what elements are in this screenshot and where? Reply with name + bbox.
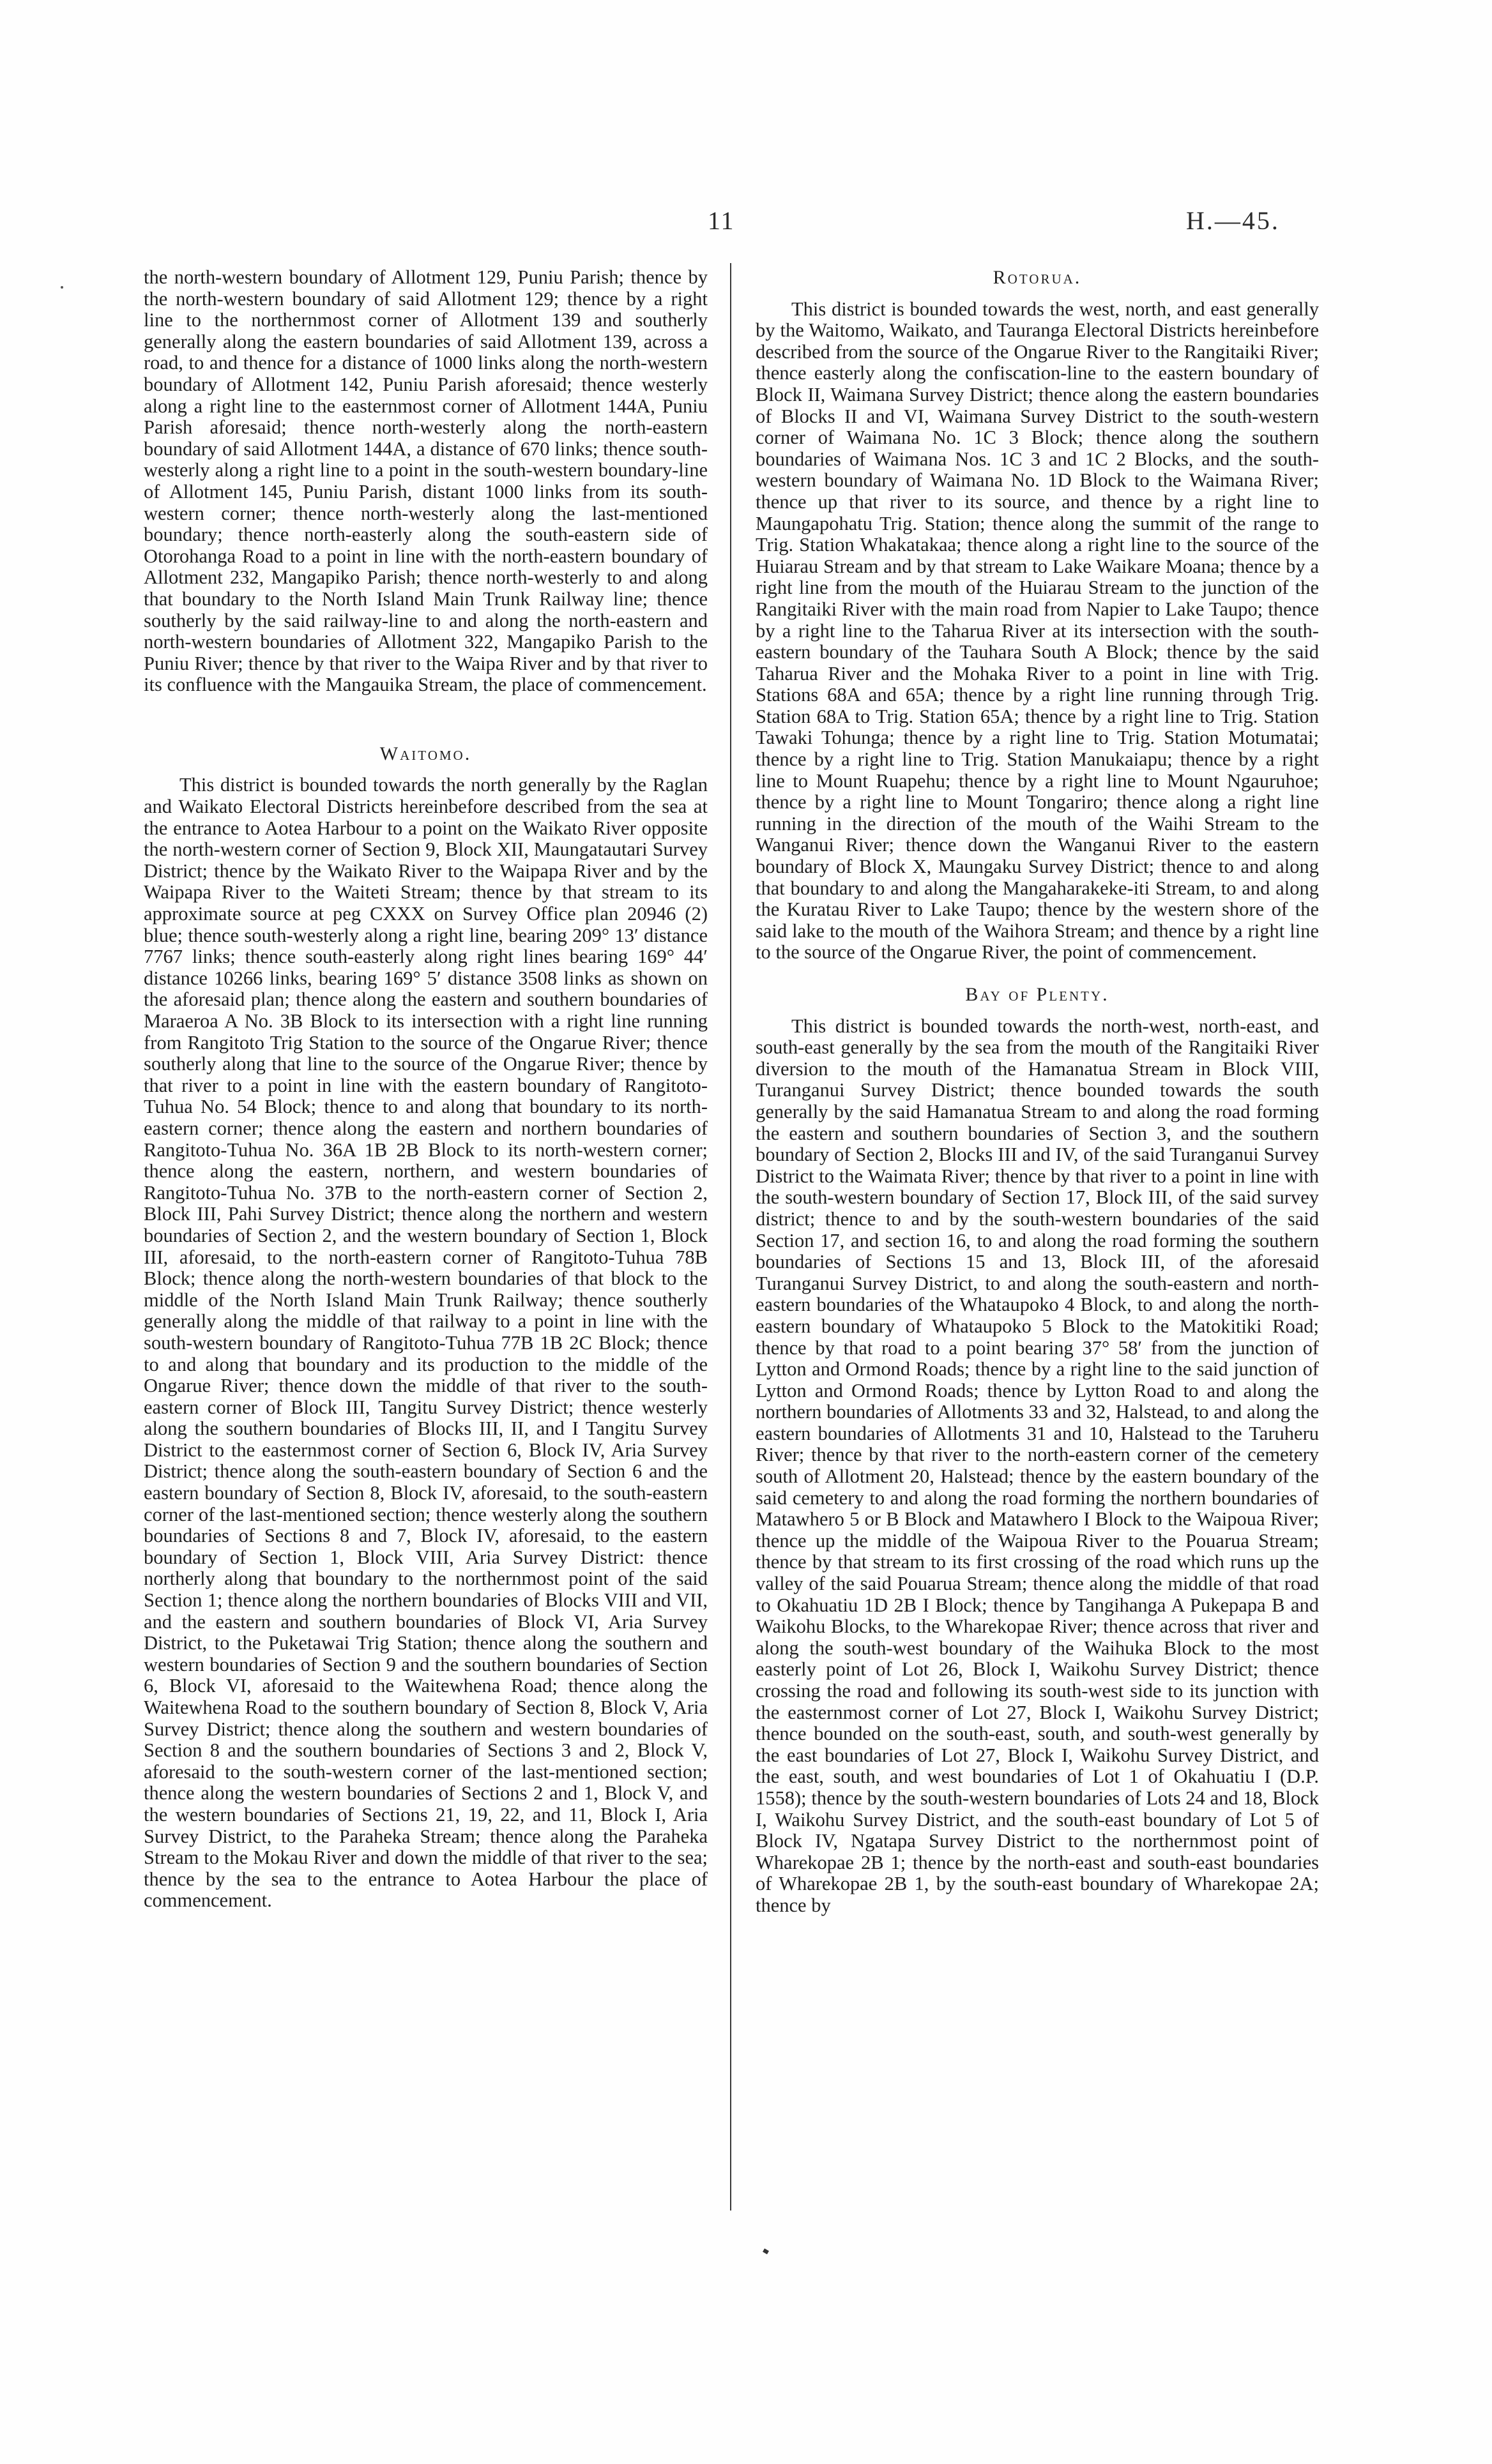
section-heading-bay-of-plenty: Bay of Plenty.	[965, 984, 1109, 1005]
column-divider	[730, 263, 731, 2211]
section-heading-rotorua: Rotorua.	[993, 267, 1082, 288]
right-column	[756, 267, 1319, 1917]
document-reference: H.—45.	[1186, 206, 1280, 235]
rotorua-paragraph: This district is bounded towards the west, north, and east generally by the Waitomo, Waikato, and Tauranga Electoral Districts hereinbefore described from the source of the Ongarue River to the Rangitaiki River; thence easterly along the confiscation-line to the eastern boundary of Block II, Waimana Survey District; thence along the eastern boundaries of Blocks II and VI, Waimana Survey District to the south-western corner of Waimana No. 1C 3 Block; thence along the southern boundaries of Waimana Nos. 1C 3 and 1C 2 Blocks, and the south-western boundary of Waimana No. 1D Block to the Waimana River; thence up that river to its source, and thence by a right line to Maungapohatu Trig. Station; thence along the summit of the range to Trig. Station Whakatakaa; thence along a right line to the source of the Huiarau Stream and by that stream to Lake Waikare Moana; thence by a right line from the mouth of the Huiarau Stream to the junction of the Rangitaiki River with the main road from Napier to Lake Taupo; thence by a right line to the Taharua River at its intersection with the south-eastern boundary of the Tauhara South A Block; thence by the said Taharua River and the Mohaka River to a point in line with Trig. Stations 68A and 65A; thence by a right line running through Trig. Station 68A to Trig. Station 65A; thence by a right line to Trig. Station Tawaki Tohunga; thence by a right line to Trig. Station Motumatai; thence by a right line to Trig. Station Manukaiapu; thence by a right line to Mount Ruapehu; thence by a right line to Mount Ngauruhoe; thence by a right line to Mount Tongariro; thence along a right line running in the direction of the mouth of the Waihi Stream to the Wanganui River; thence down the Wanganui River to the eastern boundary of Block X, Maungaku Survey District; thence to and along that boundary to and along the Mangaharakeke-iti Stream, to and along the Kuratau River to Lake Taupo; thence by the western shore of the said lake to the mouth of the Waihora Stream; and thence by a right line to the source of the Ongarue River, the point of commencement.	[756, 298, 1319, 964]
page-number: 11	[708, 206, 735, 235]
continued-paragraph: the north-western boundary of Allotment 129, Puniu Parish; thence by the north-western boundary of said Allotment 129; thence by a right line to the northernmost corner of Allotment 139 and southerly generally along the eastern boundaries of said Allotment 139, across a road, to and thence for a distance of 1000 links along the north-western boundary of Allotment 142, Puniu Parish aforesaid; thence westerly along a right line to the easternmost corner of Allotment 144A, Puniu Parish aforesaid; thence north-westerly along the north-eastern boundary of said Allotment 144A, a distance of 670 links; thence south-westerly along a right line to a point in the south-western boundary-line of Allotment 145, Puniu Parish, distant 1000 links from its south-western corner; thence north-westerly along the last-mentioned boundary; thence north-easterly along the south-eastern side of Otorohanga Road to a point in line with the north-eastern boundary of Allotment 232, Mangapiko Parish; thence north-westerly to and along that boundary to the North Island Main Trunk Railway line; thence southerly by the said railway-line to and along the north-eastern and north-western boundaries of Allotment 322, Mangapiko Parish to the Puniu River; thence by that river to the Waipa River and by that river to its confluence with the Mangauika Stream, the place of commencement.	[144, 266, 708, 696]
scan-speck	[61, 286, 63, 289]
waitomo-paragraph: This district is bounded towards the north generally by the Raglan and Waikato Electoral Districts hereinbefore described from the sea at the entrance to Aotea Harbour to a point on the Waikato River opposite the north-western corner of Section 9, Block XII, Maungatautari Survey District; thence by the Waikato River to the Waipapa River and by the Waipapa River to the Waiteti Stream; thence by that stream to its approximate source at peg CXXX on Survey Office plan 20946 (2) blue; thence south-westerly along a right line, bearing 209° 13′ distance 7767 links; thence south-easterly along right lines bearing 169° 44′ distance 10266 links, bearing 169° 5′ distance 3508 links as shown on the aforesaid plan; thence along the eastern and southern boundaries of Maraeroa A No. 3B Block to its intersection with a right line running from Rangitoto Trig Station to the source of the Ongarue River; thence southerly along that line to the source of the Ongarue River; thence by that river to a point in line with the eastern boundary of Rangitoto-Tuhua No. 54 Block; thence to and along that boundary to its north-eastern corner; thence along the eastern and northern boundaries of Rangitoto-Tuhua No. 36A 1B 2B Block to its north-western corner; thence along the eastern, northern, and western boundaries of Rangitoto-Tuhua No. 37B to the north-eastern corner of Section 2, Block III, Pahi Survey District; thence along the northern and western boundaries of Section 2, and the western boundary of Section 1, Block III, aforesaid, to the north-eastern corner of Rangitoto-Tuhua 78B Block; thence along the north-western boundaries of that block to the middle of the North Island Main Trunk Railway; thence southerly generally along the middle of that railway to a point in line with the south-western boundary of Rangitoto-Tuhua 77B 1B 2C Block; thence to and along that boundary and its production to the middle of the Ongarue River; thence down the middle of that river to the south-eastern corner of Block III, Tangitu Survey District; thence westerly along the southern boundaries of Blocks III, II, and I Tangitu Survey District to the easternmost corner of Section 6, Block IV, Aria Survey District; thence along the south-eastern boundary of Section 6 and the eastern boundary of Section 8, Block IV, aforesaid, to the south-eastern corner of the last-mentioned section; thence westerly along the southern boundaries of Sections 8 and 7, Block IV, aforesaid, to the eastern boundary of Section 1, Block VIII, Aria Survey District: thence northerly along that boundary to the northernmost point of the said Section 1; thence along the northern boundaries of Blocks VIII and VII, and the eastern and southern boundaries of Block VI, Aria Survey District, to the Puketawai Trig Station; thence along the southern and western boundaries of Section 9 and the southern boundaries of Section 6, Block VI, aforesaid to the Waitewhena Road; thence along the Waitewhena Road to the southern boundary of Section 8, Block V, Aria Survey District; thence along the southern and western boundaries of Section 8 and the southern boundaries of Sections 3 and 2, Block V, aforesaid to the south-western corner of the last-mentioned section; thence along the western boundaries of Sections 2 and 1, Block V, and the western boundaries of Sections 21, 19, 22, and 11, Block I, Aria Survey District, to the Paraheka Stream; thence along the Paraheka Stream to the Mokau River and down the middle of that river to the sea; thence by the sea to the entrance to Aotea Harbour the place of commencement.	[144, 774, 708, 1912]
left-column	[144, 267, 708, 1912]
section-heading-waitomo: Waitomo.	[379, 743, 472, 764]
bay-of-plenty-paragraph: This district is bounded towards the north-west, north-east, and south-east generally by the sea from the mouth of the Rangitaiki River diversion to the mouth of the Hamanatua Stream in Block VIII, Turanganui Survey District; thence bounded towards the south generally by the said Hamanatua Stream to and along the road forming the eastern and southern boundaries of Section 3, and the southern boundary of Section 2, Blocks III and IV, of the said Turanganui Survey District to the Waimata River; thence by that river to a point in line with the south-western boundary of Section 17, Block III, of the said survey district; thence to and by the south-western boundaries of the said Section 17, and section 16, to and along the road forming the southern boundaries of Sections 15 and 13, Block III, of the aforesaid Turanganui Survey District, to and along the south-eastern and north-eastern boundaries of the Whataupoko 4 Block, to and along the north-eastern boundary of Whataupoko 5 Block to the Matokitiki Road; thence by that road to a point bearing 37° 58′ from the junction of Lytton and Ormond Roads; thence by a right line to the said junction of Lytton and Ormond Roads; thence by Lytton Road to and along the northern boundaries of Allotments 33 and 32, Halstead, to and along the eastern boundaries of Allotments 31 and 10, Halstead to the Taruheru River; thence by that river to the north-eastern corner of the cemetery south of Allotment 20, Halstead; thence by the eastern boundary of the said cemetery to and along the road forming the northern boundaries of Matawhero 5 or B Block and Matawhero I Block to the Waipoua River; thence up the middle of the Waipoua River to the Pouarua Stream; thence by that stream to its first crossing of the road which runs up the valley of the said Pouarua Stream; thence along the middle of that road to Okahuatiu 1D 2B I Block; thence by Tangihanga A Pukepapa B and Waikohu Blocks, to the Wharekopae River; thence across that river and along the south-west boundary of the Waihuka Block to the most easterly point of Lot 26, Block I, Waikohu Survey District; thence crossing the road and following its south-west side to its junction with the easternmost corner of Lot 27, Block I, Waikohu Survey District; thence bounded on the south-east, south, and south-west generally by the east boundaries of Lot 27, Block I, Waikohu Survey District, and the east, south, and west boundaries of Lot 1 of Okahuatiu I (D.P. 1558); thence by the south-western boundaries of Lots 24 and 18, Block I, Waikohu Survey District, and the south-east boundary of Lot 5 of Block IV, Ngatapa Survey District to the northernmost point of Wharekopae 2B 1; thence by the north-east and south-east boundaries of Wharekopae 2B 1, by the south-east boundary of Wharekopae 2A; thence by	[756, 1015, 1319, 1916]
scan-speck-bottom	[763, 2248, 769, 2254]
